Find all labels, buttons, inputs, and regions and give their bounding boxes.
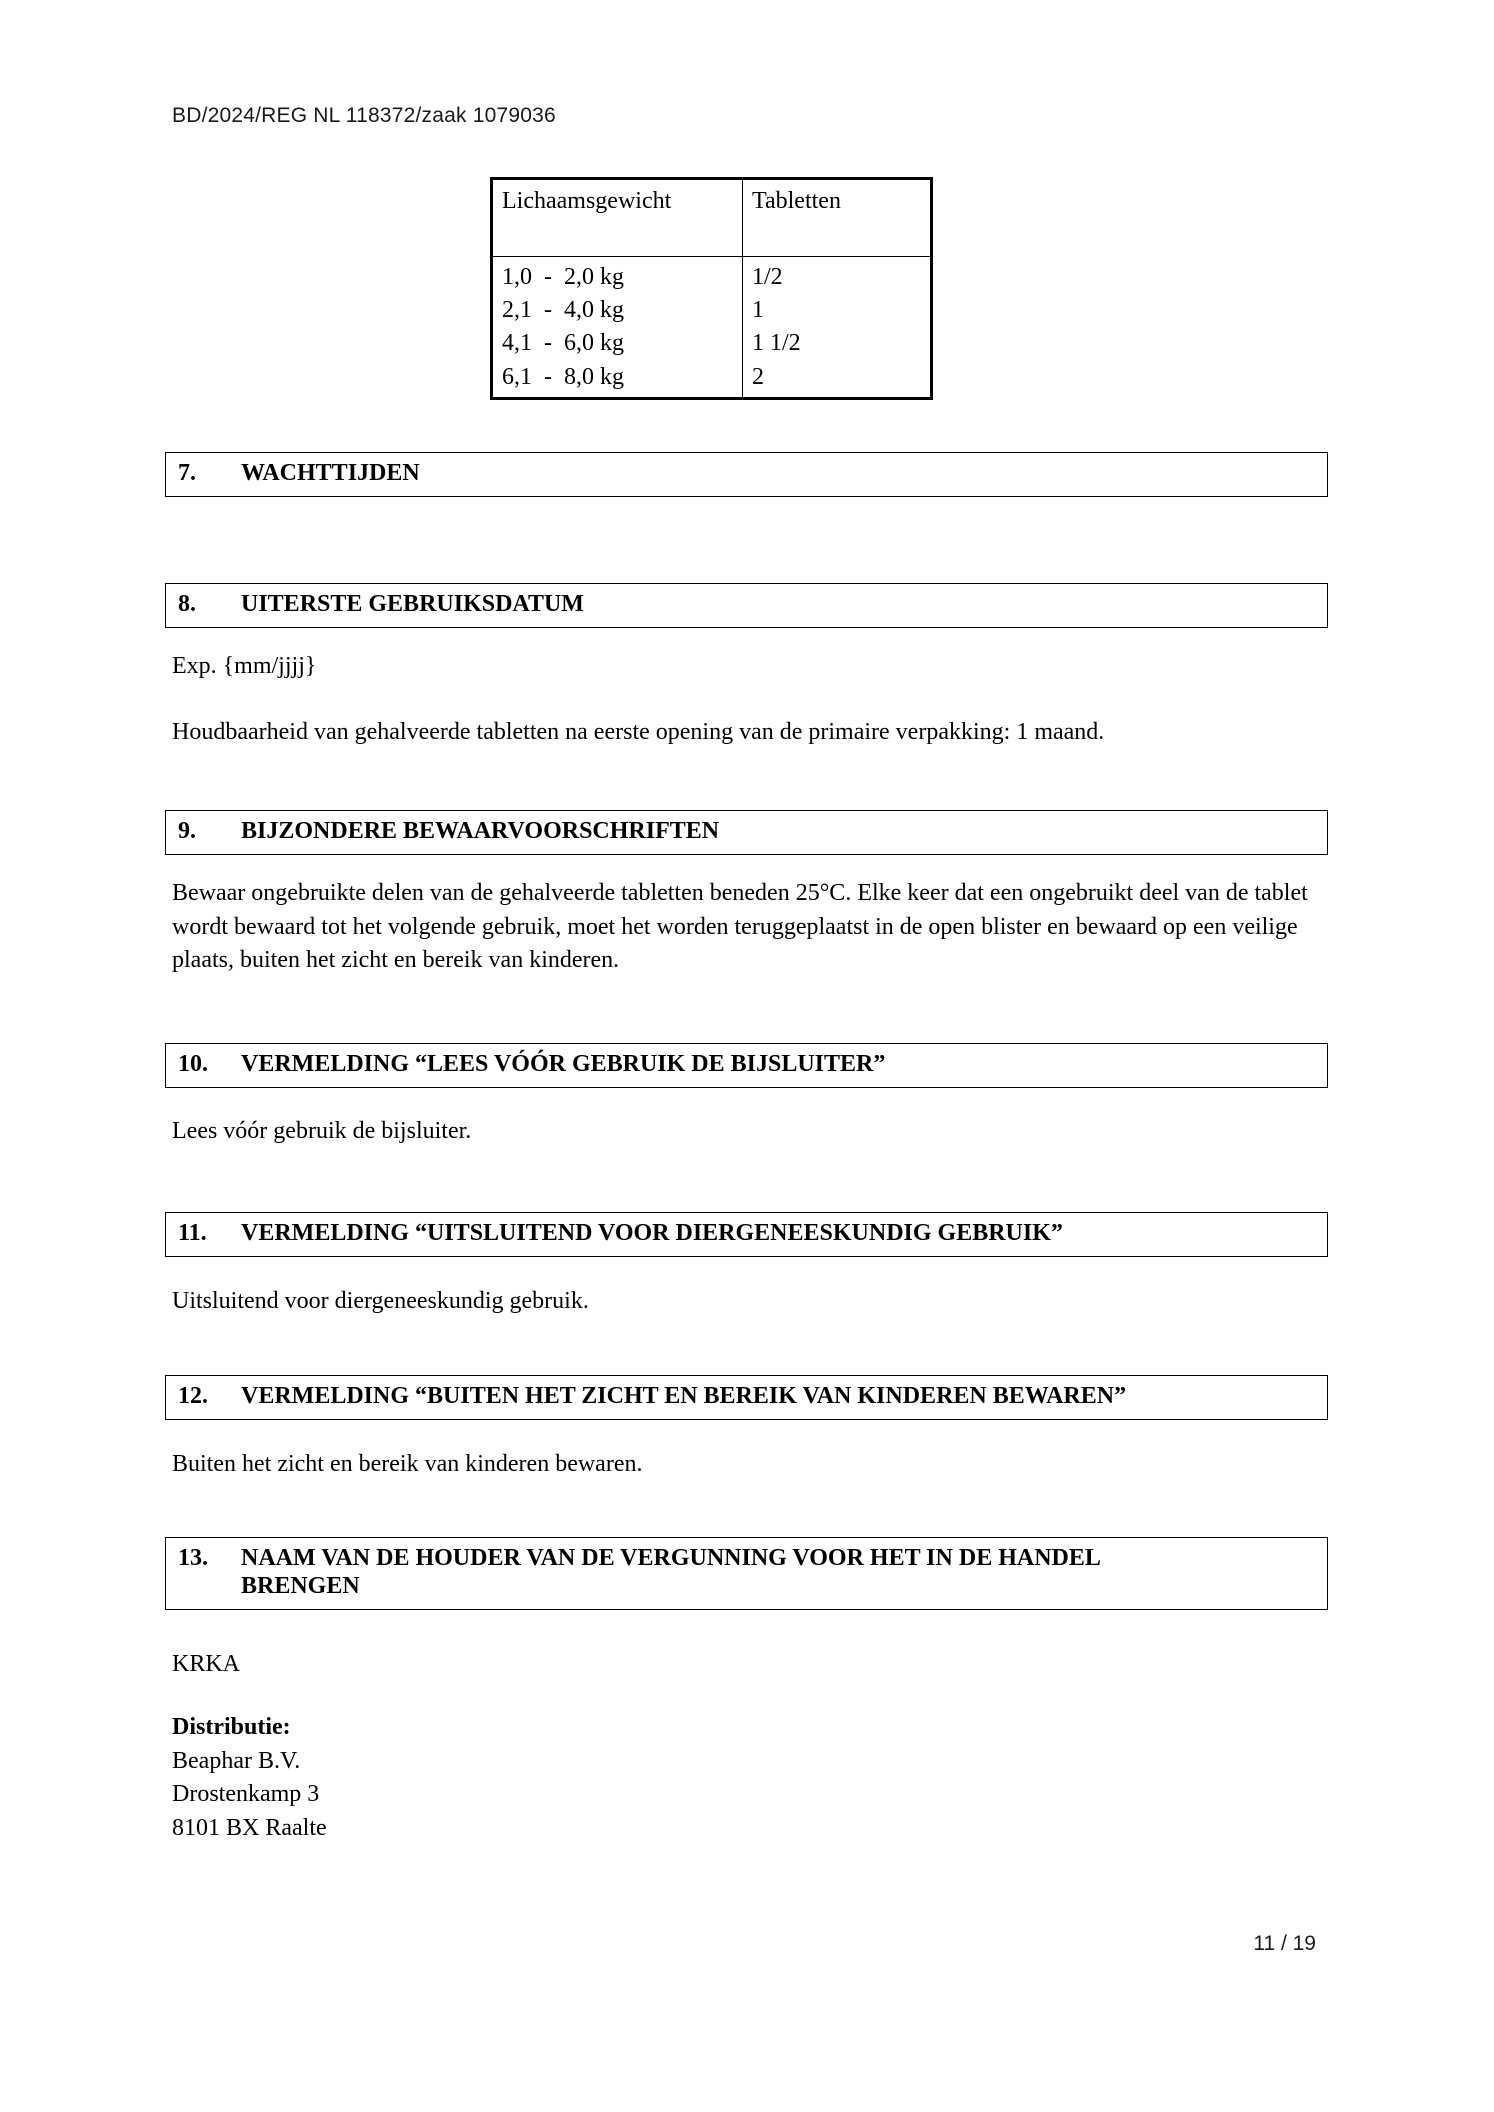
cell-tablets: 1 1/2 [743, 327, 932, 360]
section-heading-11 [165, 1212, 1328, 1257]
dosage-table [490, 177, 933, 400]
column-header-bodyweight: Lichaamsgewicht [492, 179, 743, 257]
cell-tablets: 1 [743, 294, 932, 327]
section-heading-12 [165, 1375, 1328, 1420]
distributor-city: 8101 BX Raalte [172, 1814, 327, 1841]
shelf-life-text: Houdbaarheid van gehalveerde tabletten na eerste opening van de primaire verpakking: 1 maand. [172, 719, 1105, 745]
cell-tablets: 2 [743, 361, 932, 399]
distributor-street: Drostenkamp 3 [172, 1781, 320, 1808]
table-row [492, 361, 932, 399]
section-title-13-line2: BRENGEN [241, 1572, 360, 1599]
keep-out-of-reach-text: Buiten het zicht en bereik van kinderen bewaren. [172, 1451, 643, 1477]
section-number-12: 12. [178, 1383, 208, 1409]
cell-bodyweight [492, 361, 743, 399]
running-head: BD/2024/REG NL 118372/zaak 1079036 [172, 104, 556, 127]
page-number: 11 / 19 [1253, 1932, 1316, 1955]
table-row [492, 257, 932, 295]
section-heading-9 [165, 810, 1328, 855]
section-heading-10 [165, 1043, 1328, 1088]
section-number-10: 10. [178, 1051, 208, 1077]
section-heading-13 [165, 1537, 1328, 1610]
section-title-11: VERMELDING “UITSLUITEND VOOR DIERGENEESKUNDIG GEBRUIK” [241, 1220, 1063, 1246]
distributor-name: Beaphar B.V. [172, 1747, 301, 1774]
dosage-table-head [492, 179, 932, 257]
read-leaflet-text: Lees vóór gebruik de bijsluiter. [172, 1118, 472, 1144]
table-row [492, 327, 932, 360]
cell-bodyweight [492, 257, 743, 295]
bodyweight-value: 2,1 - 4,0 kg [502, 297, 624, 324]
table-row [492, 294, 932, 327]
section-title-12: VERMELDING “BUITEN HET ZICHT EN BEREIK VAN KINDEREN BEWAREN” [241, 1383, 1127, 1409]
cell-bodyweight [492, 294, 743, 327]
section-title-8: UITERSTE GEBRUIKSDATUM [241, 591, 584, 617]
section-heading-7 [165, 452, 1328, 497]
storage-instructions-text: Bewaar ongebruikte delen van de gehalveerde tabletten beneden 25°C. Elke keer dat een ongebruikt deel van de tablet wordt bewaard tot het volgende gebruik, moet het worden teruggeplaatst in de open blister en bewaard op een veilige plaats, buiten het zicht en bereik van kinderen. [172, 880, 1308, 974]
cell-tablets: 1/2 [743, 257, 932, 295]
section-number-8: 8. [178, 591, 196, 617]
distributor-block [172, 1711, 327, 1845]
section-number-9: 9. [178, 818, 196, 844]
section-number-7: 7. [178, 460, 196, 486]
veterinary-use-text: Uitsluitend voor diergeneeskundig gebruik. [172, 1288, 589, 1314]
section-number-13: 13. [178, 1545, 208, 1571]
table-header-row [492, 179, 932, 257]
section-number-11: 11. [178, 1220, 207, 1246]
bodyweight-value: 6,1 - 8,0 kg [502, 363, 624, 390]
marketing-authorisation-holder: KRKA [172, 1651, 241, 1677]
section-title-10: VERMELDING “LEES VÓÓR GEBRUIK DE BIJSLUITER” [241, 1051, 886, 1077]
distributor-label: Distributie: [172, 1714, 291, 1740]
column-header-tablets: Tabletten [743, 179, 932, 257]
section-title-7: WACHTTIJDEN [241, 460, 420, 486]
section-title-9: BIJZONDERE BEWAARVOORSCHRIFTEN [241, 818, 720, 844]
cell-bodyweight [492, 327, 743, 360]
section-title-13-line1: NAAM VAN DE HOUDER VAN DE VERGUNNING VOOR HET IN DE HANDEL [241, 1545, 1101, 1571]
bodyweight-value: 1,0 - 2,0 kg [502, 264, 624, 290]
bodyweight-value: 4,1 - 6,0 kg [502, 330, 624, 357]
section-heading-8 [165, 583, 1328, 628]
dosage-table-container [490, 177, 933, 400]
section-title-13 [241, 1545, 1101, 1601]
expiry-date-text: Exp. {mm/jjjj} [172, 653, 317, 679]
dosage-table-body [492, 257, 932, 399]
